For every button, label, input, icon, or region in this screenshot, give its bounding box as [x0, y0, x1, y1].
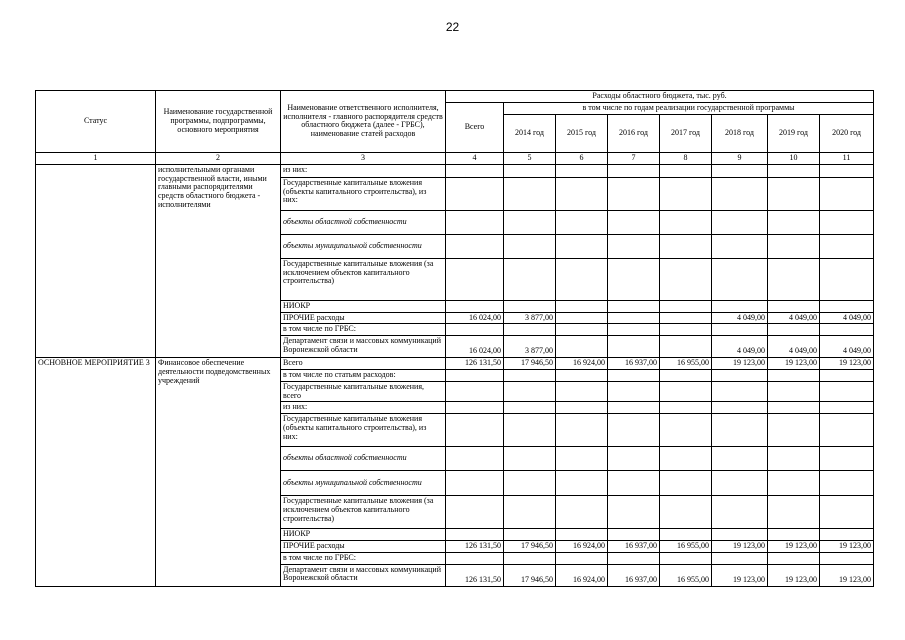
- expense-item-label: ПРОЧИЕ расходы: [281, 312, 446, 324]
- year-value-cell: [712, 447, 768, 471]
- year-value-cell: [820, 471, 874, 496]
- total-value-cell: [446, 496, 504, 529]
- year-value-cell: [556, 369, 608, 381]
- expense-item-label: объекты муниципальной собственности: [281, 234, 446, 258]
- expense-item-label: НИОКР: [281, 300, 446, 312]
- year-value-cell: [768, 414, 820, 447]
- expense-item-label: Департамент связи и массовых коммуникаций Воронежской области: [281, 336, 446, 358]
- year-value-cell: 16 955,00: [660, 564, 712, 586]
- table-row: [36, 164, 874, 177]
- year-value-cell: [660, 529, 712, 541]
- total-value-cell: [446, 552, 504, 564]
- year-value-cell: [504, 529, 556, 541]
- year-value-cell: 19 123,00: [820, 540, 874, 552]
- year-value-cell: 4 049,00: [768, 336, 820, 358]
- header-program-name: Наименование государственной программы, подпрограммы, основного мероприятия: [156, 91, 281, 153]
- status-cell: ОСНОВНОЕ МЕРОПРИЯТИЕ 3: [36, 358, 156, 586]
- year-value-cell: [660, 164, 712, 177]
- column-number: 5: [504, 152, 556, 164]
- year-value-cell: [608, 552, 660, 564]
- total-value-cell: [446, 258, 504, 300]
- year-value-cell: [556, 164, 608, 177]
- expense-item-label: Государственные капитальные вложения (за исключением объектов капитального строительства): [281, 496, 446, 529]
- year-value-cell: [556, 234, 608, 258]
- year-value-cell: 19 123,00: [768, 358, 820, 370]
- total-value-cell: [446, 414, 504, 447]
- year-value-cell: [768, 234, 820, 258]
- year-value-cell: 19 123,00: [768, 564, 820, 586]
- expense-item-label: Всего: [281, 358, 446, 370]
- year-value-cell: [712, 324, 768, 336]
- total-value-cell: 126 131,50: [446, 540, 504, 552]
- column-number: 2: [156, 152, 281, 164]
- year-value-cell: 16 955,00: [660, 358, 712, 370]
- year-value-cell: [556, 258, 608, 300]
- year-value-cell: 16 937,00: [608, 540, 660, 552]
- year-value-cell: [608, 496, 660, 529]
- header-executor: Наименование ответственного исполнителя, исполнителя - главного распорядителя средств областного бюджета (далее - ГРБС), наименование статей расходов: [281, 91, 446, 153]
- year-value-cell: [820, 164, 874, 177]
- year-value-cell: [820, 402, 874, 414]
- year-value-cell: 16 937,00: [608, 564, 660, 586]
- year-value-cell: 17 946,50: [504, 540, 556, 552]
- expense-item-label: Государственные капитальные вложения (объекты капитального строительства), из них:: [281, 177, 446, 210]
- year-value-cell: 4 049,00: [768, 312, 820, 324]
- year-value-cell: [660, 496, 712, 529]
- year-value-cell: [712, 381, 768, 402]
- year-value-cell: [608, 471, 660, 496]
- year-value-cell: [504, 234, 556, 258]
- year-value-cell: [504, 552, 556, 564]
- column-number: 3: [281, 152, 446, 164]
- total-value-cell: [446, 471, 504, 496]
- year-value-cell: 16 955,00: [660, 540, 712, 552]
- year-value-cell: [768, 447, 820, 471]
- total-value-cell: [446, 402, 504, 414]
- year-value-cell: [820, 369, 874, 381]
- year-value-cell: [504, 414, 556, 447]
- year-value-cell: [712, 369, 768, 381]
- year-value-cell: [820, 529, 874, 541]
- year-value-cell: [820, 177, 874, 210]
- year-value-cell: [820, 300, 874, 312]
- total-value-cell: [446, 381, 504, 402]
- year-value-cell: [556, 496, 608, 529]
- year-value-cell: [608, 414, 660, 447]
- year-value-cell: [504, 402, 556, 414]
- total-value-cell: [446, 210, 504, 234]
- year-value-cell: [660, 336, 712, 358]
- year-value-cell: [768, 324, 820, 336]
- year-value-cell: [660, 210, 712, 234]
- year-value-cell: [504, 164, 556, 177]
- year-value-cell: [608, 300, 660, 312]
- year-value-cell: 19 123,00: [712, 358, 768, 370]
- program-name-cell: Финансовое обеспечение деятельности подведомственных учреждений: [156, 358, 281, 586]
- expense-item-label: Государственные капитальные вложения (за исключением объектов капитального строительства): [281, 258, 446, 300]
- total-value-cell: 16 024,00: [446, 336, 504, 358]
- total-value-cell: [446, 447, 504, 471]
- column-number: 11: [820, 152, 874, 164]
- year-value-cell: [504, 210, 556, 234]
- year-value-cell: [768, 529, 820, 541]
- total-value-cell: 126 131,50: [446, 358, 504, 370]
- header-expenses: Расходы областного бюджета, тыс. руб.: [446, 91, 874, 103]
- column-number: 10: [768, 152, 820, 164]
- year-value-cell: [820, 324, 874, 336]
- year-value-cell: [820, 496, 874, 529]
- year-value-cell: [556, 381, 608, 402]
- page-number: 22: [445, 20, 460, 34]
- column-number: 9: [712, 152, 768, 164]
- year-value-cell: [660, 177, 712, 210]
- program-name-cell: исполнительными органами государственной власти, иными главными распорядителями средств областного бюджета - исполнителями: [156, 164, 281, 357]
- year-value-cell: [712, 402, 768, 414]
- year-value-cell: 17 946,50: [504, 358, 556, 370]
- column-number: 7: [608, 152, 660, 164]
- year-value-cell: [504, 369, 556, 381]
- year-value-cell: [556, 210, 608, 234]
- expense-item-label: Государственные капитальные вложения (объекты капитального строительства), из них:: [281, 414, 446, 447]
- year-value-cell: 3 877,00: [504, 336, 556, 358]
- year-value-cell: [608, 336, 660, 358]
- year-value-cell: 16 937,00: [608, 358, 660, 370]
- year-value-cell: 19 123,00: [820, 564, 874, 586]
- total-value-cell: 126 131,50: [446, 564, 504, 586]
- year-value-cell: [504, 381, 556, 402]
- year-value-cell: [660, 414, 712, 447]
- year-value-cell: [556, 552, 608, 564]
- header-year: 2016 год: [608, 114, 660, 152]
- year-value-cell: 16 924,00: [556, 540, 608, 552]
- expense-item-label: объекты областной собственности: [281, 447, 446, 471]
- year-value-cell: [608, 234, 660, 258]
- year-value-cell: [504, 300, 556, 312]
- year-value-cell: [820, 258, 874, 300]
- year-value-cell: [660, 471, 712, 496]
- year-value-cell: [820, 234, 874, 258]
- year-value-cell: [712, 164, 768, 177]
- year-value-cell: [712, 234, 768, 258]
- expense-item-label: НИОКР: [281, 529, 446, 541]
- year-value-cell: [768, 381, 820, 402]
- year-value-cell: [608, 402, 660, 414]
- expense-item-label: ПРОЧИЕ расходы: [281, 540, 446, 552]
- header-year: 2014 год: [504, 114, 556, 152]
- total-value-cell: [446, 234, 504, 258]
- year-value-cell: [556, 402, 608, 414]
- year-value-cell: [768, 210, 820, 234]
- year-value-cell: [504, 471, 556, 496]
- year-value-cell: 4 049,00: [712, 312, 768, 324]
- column-number: 8: [660, 152, 712, 164]
- year-value-cell: [608, 177, 660, 210]
- year-value-cell: 19 123,00: [712, 540, 768, 552]
- year-value-cell: [608, 164, 660, 177]
- year-value-cell: 4 049,00: [820, 312, 874, 324]
- year-value-cell: [608, 312, 660, 324]
- table-row: [36, 358, 874, 370]
- year-value-cell: [608, 369, 660, 381]
- expense-item-label: из них:: [281, 402, 446, 414]
- year-value-cell: [660, 258, 712, 300]
- year-value-cell: [768, 300, 820, 312]
- year-value-cell: [660, 369, 712, 381]
- year-value-cell: [660, 324, 712, 336]
- year-value-cell: [712, 210, 768, 234]
- year-value-cell: [660, 234, 712, 258]
- year-value-cell: [768, 369, 820, 381]
- year-value-cell: [504, 324, 556, 336]
- year-value-cell: [556, 324, 608, 336]
- year-value-cell: [768, 552, 820, 564]
- year-value-cell: [608, 381, 660, 402]
- header-year: 2015 год: [556, 114, 608, 152]
- year-value-cell: [556, 300, 608, 312]
- expense-item-label: Государственные капитальные вложения, всего: [281, 381, 446, 402]
- year-value-cell: 19 123,00: [768, 540, 820, 552]
- year-value-cell: [660, 381, 712, 402]
- year-value-cell: [712, 529, 768, 541]
- expense-item-label: в том числе по ГРБС:: [281, 324, 446, 336]
- year-value-cell: [556, 471, 608, 496]
- year-value-cell: [768, 177, 820, 210]
- year-value-cell: [820, 210, 874, 234]
- total-value-cell: [446, 529, 504, 541]
- expense-item-label: в том числе по ГРБС:: [281, 552, 446, 564]
- year-value-cell: [768, 471, 820, 496]
- year-value-cell: [768, 164, 820, 177]
- column-numbers-row: [36, 152, 874, 164]
- total-value-cell: [446, 324, 504, 336]
- status-cell: [36, 164, 156, 357]
- column-number: 6: [556, 152, 608, 164]
- total-value-cell: [446, 177, 504, 210]
- header-year: 2017 год: [660, 114, 712, 152]
- year-value-cell: 16 924,00: [556, 564, 608, 586]
- header-by-years: в том числе по годам реализации государственной программы: [504, 103, 874, 115]
- total-value-cell: [446, 164, 504, 177]
- year-value-cell: [608, 324, 660, 336]
- year-value-cell: [712, 414, 768, 447]
- year-value-cell: [556, 414, 608, 447]
- year-value-cell: [556, 447, 608, 471]
- year-value-cell: [712, 258, 768, 300]
- year-value-cell: [608, 529, 660, 541]
- year-value-cell: 16 924,00: [556, 358, 608, 370]
- column-number: 1: [36, 152, 156, 164]
- year-value-cell: [660, 447, 712, 471]
- year-value-cell: 4 049,00: [712, 336, 768, 358]
- year-value-cell: [660, 402, 712, 414]
- year-value-cell: [660, 552, 712, 564]
- year-value-cell: [608, 258, 660, 300]
- year-value-cell: [608, 447, 660, 471]
- year-value-cell: 3 877,00: [504, 312, 556, 324]
- year-value-cell: 19 123,00: [820, 358, 874, 370]
- year-value-cell: 19 123,00: [712, 564, 768, 586]
- expense-item-label: объекты муниципальной собственности: [281, 471, 446, 496]
- expense-item-label: в том числе по статьям расходов:: [281, 369, 446, 381]
- total-value-cell: 16 024,00: [446, 312, 504, 324]
- year-value-cell: [660, 312, 712, 324]
- year-value-cell: [556, 312, 608, 324]
- header-total: Всего: [446, 103, 504, 153]
- year-value-cell: 4 049,00: [820, 336, 874, 358]
- year-value-cell: [504, 258, 556, 300]
- expense-item-label: из них:: [281, 164, 446, 177]
- total-value-cell: [446, 369, 504, 381]
- year-value-cell: [556, 336, 608, 358]
- budget-table: [35, 90, 874, 587]
- year-value-cell: [768, 496, 820, 529]
- year-value-cell: [712, 496, 768, 529]
- year-value-cell: [504, 496, 556, 529]
- year-value-cell: [556, 529, 608, 541]
- column-number: 4: [446, 152, 504, 164]
- total-value-cell: [446, 300, 504, 312]
- expense-item-label: Департамент связи и массовых коммуникаций Воронежской области: [281, 564, 446, 586]
- year-value-cell: [504, 447, 556, 471]
- header-year: 2020 год: [820, 114, 874, 152]
- expense-item-label: объекты областной собственности: [281, 210, 446, 234]
- header-year: 2018 год: [712, 114, 768, 152]
- year-value-cell: [768, 402, 820, 414]
- year-value-cell: [768, 258, 820, 300]
- year-value-cell: [556, 177, 608, 210]
- year-value-cell: [712, 552, 768, 564]
- year-value-cell: [820, 447, 874, 471]
- year-value-cell: [608, 210, 660, 234]
- year-value-cell: [820, 552, 874, 564]
- year-value-cell: [712, 177, 768, 210]
- year-value-cell: [660, 300, 712, 312]
- year-value-cell: [712, 471, 768, 496]
- year-value-cell: [504, 177, 556, 210]
- year-value-cell: [820, 414, 874, 447]
- header-status: Статус: [36, 91, 156, 153]
- year-value-cell: [712, 300, 768, 312]
- header-year: 2019 год: [768, 114, 820, 152]
- year-value-cell: 17 946,50: [504, 564, 556, 586]
- year-value-cell: [820, 381, 874, 402]
